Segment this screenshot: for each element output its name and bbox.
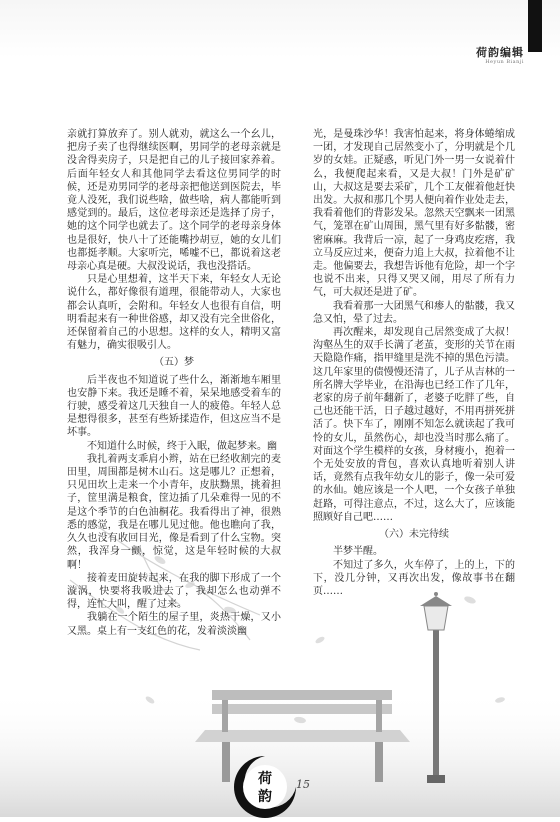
section-heading-5: （五）梦 <box>154 357 194 369</box>
article-column-left <box>67 128 281 638</box>
paragraph: 不知过了多久，火车停了，上的上，下的下，没几分钟，又再次出发，像故事书在翻页…… <box>313 559 515 597</box>
paragraph: 接着麦田旋转起来，在我的脚下形成了一个漩涡，快要将我吸进去了，我却怎么也动弹不得，连忙大叫，醒了过来。 <box>67 572 281 611</box>
paragraph: 我扎着两支乖肩小辫，站在已经收割完的麦田里，周围都是树木山石。这是哪儿？正想着，只见田坎上走来一个小青年，皮肤黝黑，挑着担子，筐里满是粮食，筐边插了几朵难得一见的不是这个季节的白色油桐花。我看得出了神，很熟悉的感觉，我是在哪儿见过他。他也瞧向了我，久久也没有收回目光，像是看到了什么宝物。突然，我浑身一颤，惊觉，这是年轻时候的大叔啊！ <box>67 453 281 571</box>
article-column-right <box>313 128 515 598</box>
paragraph: 我躺在一个陌生的屋子里，炎热干燥，又小又黑。桌上有一支红色的花，发着淡淡幽 <box>67 612 281 637</box>
paragraph: 只是心里想着，这半天下来，年轻女人无论说什么，都好像很有道理，很能带动人，大家也都会认真听，会附和。年轻女人也很有自信，明明看起来有一种世俗感，却又没有完全世俗化，还保留着自己的小思想。这样的女人，精明又富有魅力，确实很吸引人。 <box>67 274 281 352</box>
page-number: 15 <box>296 778 310 791</box>
paragraph: 亲就打算放弃了。别人就劝，就这么一个幺儿，把房子卖了也得继续医啊，男同学的老母亲就是没舍得卖房子，只是把自己的儿子接回家养着。后面年轻女人和其他同学去看这位男同学的时候，还是劝男同学的老母亲把他送到医院去，毕竟人没死，我们说些啥，做些啥，病人都能听到感觉到的。最后，这位老母亲还是选择了房子，她的这个同学也就去了。这个同学的老母亲身体也是很好，快八十了还能嘴抄胡豆，她的女儿们也都挺孝顺。大家听完，唏嘘不已，都说着这老母亲心真是硬。大叔没说话，我也没搭话。 <box>67 129 281 273</box>
paragraph: 光，是曼珠沙华！我害怕起来，将身体蜷缩成一团，才发现自己居然变小了，分明就是个几岁的女娃。正疑惑，听见门外一男一女说着什么，我便爬起来看，又是大叔！门外是矿矿山，大叔这是要去采矿，几个工友催着他赶快出发。大叔和那几个男人便向着作业处走去，我看着他们的背影发呆。忽然天空飘来一团黑气，笼罩在矿山周围，黑气里有好多骷髅，密密麻麻。我背后一凉，起了一身鸡皮疙瘩，我立马反应过来，便奋力追上大叔，拉着他不让走。他偏要去，我想告诉他有危险，却一个字也说不出来，只得又哭又闹，用尽了所有力气，可大叔还是进了矿。 <box>313 129 515 299</box>
magazine-section-title: 荷韵编辑 <box>476 46 524 59</box>
seal-char-bottom: 韵 <box>258 789 272 805</box>
paragraph: 半梦半醒。 <box>333 546 383 558</box>
heyun-seal-logo <box>230 752 300 822</box>
paragraph: 再次醒来，却发现自己居然变成了大叔！沟壑丛生的双手长满了老茧，变形的关节在雨天隐隐作痛，指甲缝里是洗不掉的黑色污渍。这几年家里的债慢慢还清了，儿子从吉林的一所名牌大学毕业，在沿海也已经工作了几年，老家的房子前年翻新了，老婆子吃胖了些，自己也还能干活，日子越过越好，不用再拼死拼活了。快下车了，刚刚不知怎么就读起了我可怜的女儿，虽然伤心，却也没当时那么痛了。对面这个学生模样的女孩，身材瘦小，抱着一个无处安放的背包，喜欢认真地听着别人讲话，竟然有点我年幼女儿的影子，像一朵可爱的水仙。她应该是一个人吧，一个女孩子单独赶路，可得注意点，不过，这么大了，应该能照顾好自己吧…… <box>313 327 515 523</box>
paragraph: 不知道什么时候，终于入眠，做起梦来。幽 <box>87 440 277 452</box>
magazine-section-subtitle: Heyun Bianji <box>485 59 524 65</box>
paragraph: 我看着那一大团黑气和瘆人的骷髅，我又急又怕，晕了过去。 <box>313 300 515 325</box>
seal-char-top: 荷 <box>258 771 272 787</box>
section-heading-6: （六）未完待续 <box>379 529 449 541</box>
paragraph: 后半夜也不知道说了些什么，渐渐地车厢里也安静下来。我还是睡不着，呆呆地感受着车的行驶，感受着这几天独自一人的疲倦。年轻人总是想得很多，甚至有些矫揉造作，但这应当不是坏事。 <box>67 374 281 439</box>
